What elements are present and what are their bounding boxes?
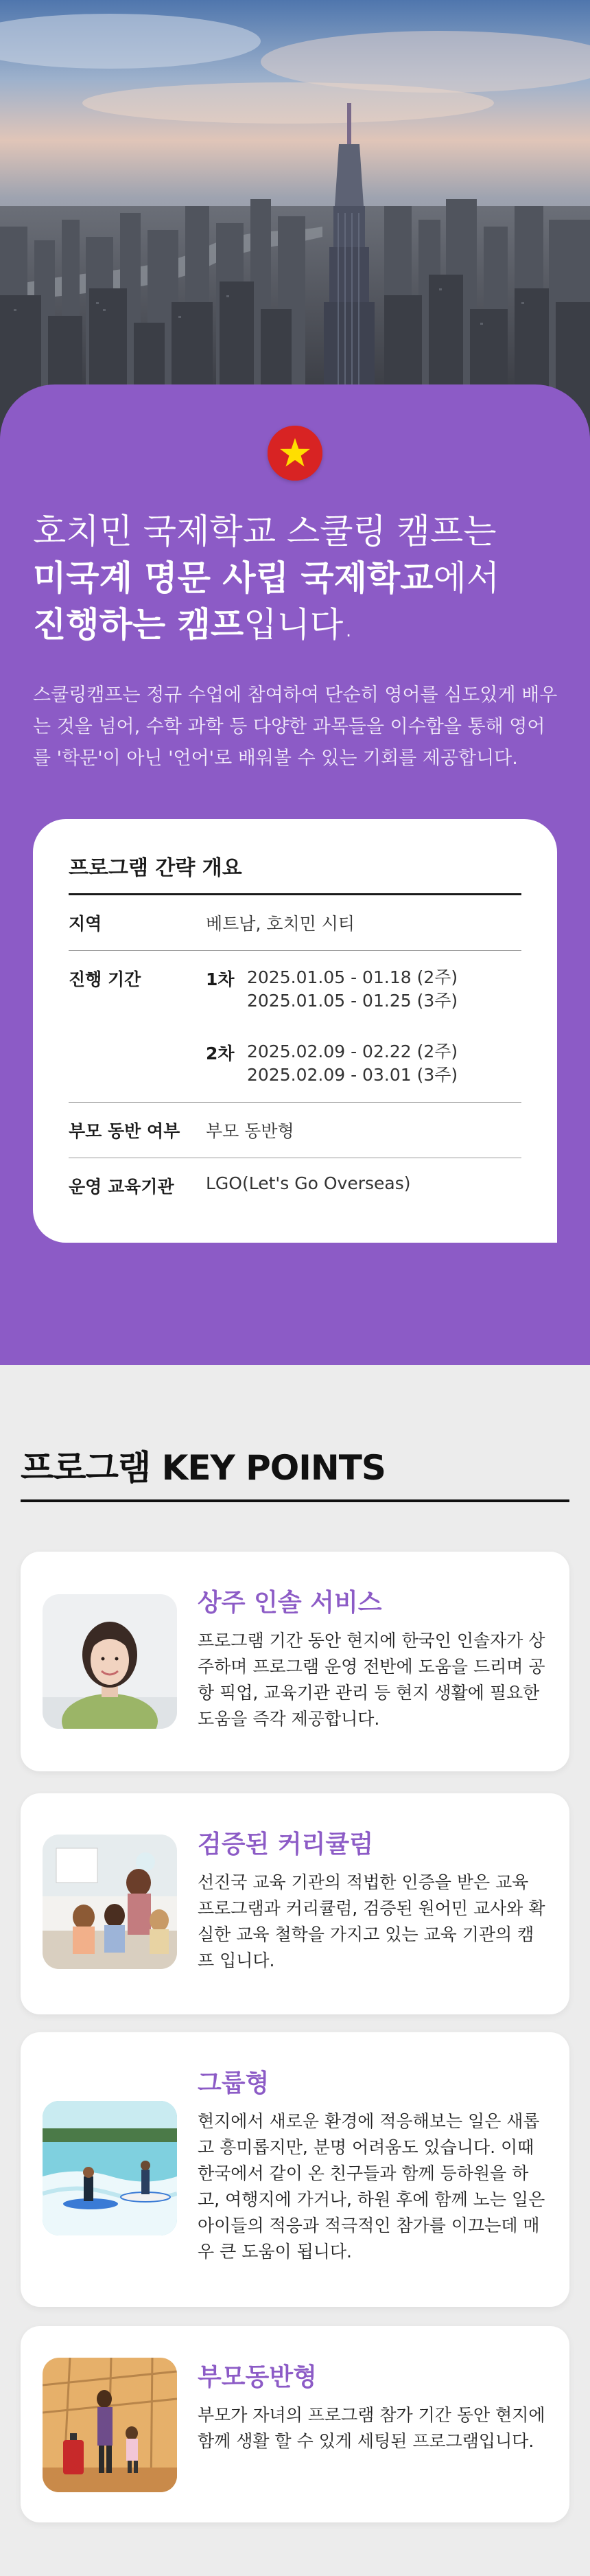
city-skyline-illustration bbox=[0, 0, 590, 439]
headline-line-1: 호치민 국제학교 스쿨링 캠프는 bbox=[33, 511, 497, 551]
headline bbox=[33, 508, 568, 648]
headline-light-end: 입니다. bbox=[244, 605, 355, 645]
headline-bold-school: 미국계 명문 사립 국제학교 bbox=[33, 558, 434, 598]
period-group-2 bbox=[206, 1040, 458, 1087]
intro-paragraph: 스쿨링캠프는 정규 수업에 참여하여 단순히 영어를 심도있게 배우는 것을 넘어, 수학 과학 등 다양한 과목들을 이수함을 통해 영어를 '학문'이 아닌 '언어'로 배워볼 수 있는 기회를 제공합니다. bbox=[33, 685, 558, 769]
headline-line-3 bbox=[33, 601, 568, 648]
overview-row-region bbox=[69, 895, 521, 951]
period-date: 2025.02.09 - 02.22 (2주) bbox=[247, 1042, 458, 1061]
program-overview-card bbox=[33, 819, 557, 1243]
key-points-title: 프로그램 KEY POINTS bbox=[21, 1448, 386, 1488]
key-point-card-guide bbox=[21, 1552, 569, 1771]
hero-cityscape-image bbox=[0, 0, 590, 439]
key-point-body: 현지에서 새로운 환경에 적응해보는 일은 새롭고 흥미롭지만, 분명 어려움도 있습니다. 이때 한국에서 같이 온 친구들과 함께 등하원을 하고, 여행지에 가거나, 하원 후에 함께 노는 일은 아이들의 적응과 적극적인 참가를 이끄는데 매우 큰 도움이 됩니다. bbox=[198, 2111, 545, 2262]
key-point-heading: 그룹형 bbox=[198, 2069, 270, 2097]
overview-row-org bbox=[69, 1158, 521, 1213]
key-points-divider bbox=[21, 1499, 569, 1502]
period-number: 1차 bbox=[206, 969, 235, 989]
key-point-body: 부모가 자녀의 프로그램 참가 기간 동안 현지에 함께 생활 할 수 있게 세팅된 프로그램입니다. bbox=[198, 2405, 545, 2451]
parent-value: 부모 동반형 bbox=[206, 1121, 294, 1141]
key-point-card-group bbox=[21, 2032, 569, 2307]
headline-light-suffix: 에서 bbox=[433, 558, 500, 598]
surfing-photo bbox=[43, 2101, 177, 2235]
key-point-card-curriculum bbox=[21, 1793, 569, 2014]
period-date: 2025.02.09 - 03.01 (3주) bbox=[247, 1065, 458, 1085]
key-point-heading: 부모동반형 bbox=[198, 2363, 317, 2391]
period-number: 2차 bbox=[206, 1044, 235, 1063]
key-point-heading: 검증된 커리큘럼 bbox=[198, 1830, 373, 1859]
region-label: 지역 bbox=[69, 914, 102, 934]
period-group-1 bbox=[206, 966, 458, 1013]
intro-section bbox=[0, 384, 590, 1365]
vietnam-flag-icon bbox=[268, 426, 322, 481]
headline-line-2 bbox=[33, 555, 568, 601]
period-values bbox=[206, 966, 458, 1087]
key-points-section bbox=[0, 1365, 590, 2576]
headline-bold-camp: 진행하는 캠프 bbox=[33, 605, 244, 645]
key-point-heading: 상주 인솔 서비스 bbox=[198, 1589, 382, 1617]
parent-label: 부모 동반 여부 bbox=[69, 1121, 180, 1141]
period-date: 2025.01.05 - 01.18 (2주) bbox=[247, 967, 458, 987]
period-date: 2025.01.05 - 01.25 (3주) bbox=[247, 991, 458, 1011]
key-point-card-parent bbox=[21, 2326, 569, 2522]
overview-row-parent bbox=[69, 1103, 521, 1158]
key-point-body: 선진국 교육 기관의 적법한 인증을 받은 교육 프로그램과 커리큘럼, 검증된 원어민 교사와 확실한 교육 철학을 가지고 있는 교육 기관의 캠프 입니다. bbox=[198, 1872, 545, 1970]
overview-row-period bbox=[69, 951, 521, 1103]
guide-photo bbox=[43, 1594, 177, 1729]
overview-title: 프로그램 간략 개요 bbox=[69, 851, 521, 895]
org-label: 운영 교육기관 bbox=[69, 1177, 174, 1197]
period-label: 진행 기간 bbox=[69, 969, 141, 989]
region-value: 베트남, 호치민 시티 bbox=[206, 914, 355, 934]
family-travel-photo bbox=[43, 2358, 177, 2492]
org-value: LGO(Let's Go Overseas) bbox=[206, 1173, 411, 1193]
classroom-photo bbox=[43, 1835, 177, 1969]
key-point-body: 프로그램 기간 동안 현지에 한국인 인솔자가 상주하며 프로그램 운영 전반에 도움을 드리며 공항 픽업, 교육기관 관리 등 현지 생활에 필요한 도움을 즉각 제공합니다. bbox=[198, 1631, 545, 1729]
